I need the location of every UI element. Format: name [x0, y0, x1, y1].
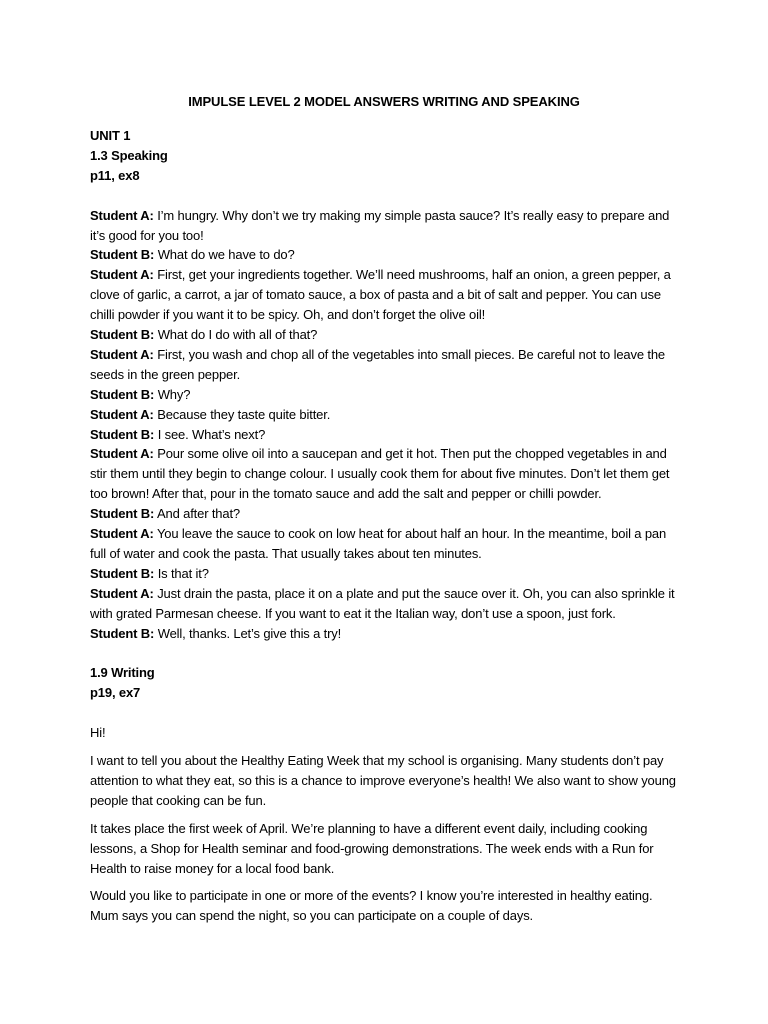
dialogue-line: [90, 425, 680, 445]
dialogue-line: [90, 624, 680, 644]
dialogue-line: [90, 564, 680, 584]
dialogue-text: Just drain the pasta, place it on a plate and put the sauce over it. Oh, you can also sprinkle it with grated Parmesan cheese. If you want to eat it the Italian way, don’t use a spoon, just fork.: [90, 585, 675, 621]
letter-greeting: Hi!: [90, 725, 106, 741]
speaker-label: Student B:: [90, 426, 155, 442]
letter-body: [90, 751, 680, 926]
document-title: IMPULSE LEVEL 2 MODEL ANSWERS WRITING AND SPEAKING: [188, 94, 580, 109]
spacer: [90, 644, 680, 664]
dialogue-text: Well, thanks. Let’s give this a try!: [157, 625, 342, 641]
dialogue-text: What do we have to do?: [157, 247, 295, 263]
speaker-label: Student B:: [90, 386, 155, 402]
speaker-label: Student B:: [90, 247, 155, 263]
dialogue-text: And after that?: [156, 506, 240, 522]
dialogue-text: I see. What’s next?: [157, 426, 266, 442]
speaker-label: Student A:: [90, 207, 154, 223]
spacer: [90, 703, 680, 723]
dialogue-line: [90, 245, 680, 265]
dialogue-line: [90, 405, 680, 425]
dialogue-line: [90, 345, 680, 385]
speaker-label: Student A:: [90, 406, 154, 422]
spacer: [90, 186, 680, 206]
speaker-label: Student A:: [90, 526, 154, 542]
dialogue-text: You leave the sauce to cook on low heat for about half an hour. In the meantime, boil a pan full of water and cook the pasta. That usually takes about ten minutes.: [90, 526, 667, 562]
speaking-exercise-ref: p11, ex8: [90, 167, 140, 183]
dialogue-text: First, you wash and chop all of the vegetables into small pieces. Be careful not to leave the seeds in the green pepper.: [90, 346, 665, 382]
speaker-label: Student B:: [90, 625, 155, 641]
dialogue-text: What do I do with all of that?: [157, 327, 318, 343]
speaker-label: Student A:: [90, 346, 154, 362]
dialogue-line: [90, 206, 680, 246]
document-body: [90, 126, 680, 934]
dialogue-text: I’m hungry. Why don’t we try making my simple pasta sauce? It’s really easy to prepare and it’s good for you too!: [90, 207, 670, 243]
dialogue-line: [90, 584, 680, 624]
letter-paragraph: Would you like to participate in one or more of the events? I know you’re interested in healthy eating. Mum says you can spend the night, so you can participate on a couple of days.: [90, 888, 653, 924]
speaking-dialogue: [90, 206, 680, 644]
writing-exercise-ref: p19, ex7: [90, 685, 141, 701]
letter-paragraph: I want to tell you about the Healthy Eating Week that my school is organising. Many students don’t pay attention to what they eat, so this is a chance to improve everyone’s health! We also want to show young people that cooking can be fun.: [90, 753, 676, 808]
dialogue-text: Is that it?: [157, 565, 209, 581]
dialogue-line: [90, 444, 680, 504]
unit-heading: UNIT 1: [90, 128, 131, 143]
speaker-label: Student B:: [90, 565, 155, 581]
letter-paragraph: It takes place the first week of April. We’re planning to have a different event daily, including cooking lessons, a Shop for Health seminar and food-growing demonstrations. The week ends with a Run for Health to raise money for a local food bank.: [90, 820, 654, 876]
writing-section-heading: 1.9 Writing: [90, 665, 155, 681]
dialogue-text: First, get your ingredients together. We’ll need mushrooms, half an onion, a green pepper, a clove of garlic, a carrot, a jar of tomato sauce, a box of pasta and a bit of salt and pepper. You can use chilli powder if you want it to be spicy. Oh, and don’t forget the olive oil!: [90, 267, 671, 323]
speaking-section-heading: 1.3 Speaking: [90, 147, 168, 163]
dialogue-line: [90, 385, 680, 405]
dialogue-text: Why?: [157, 386, 191, 402]
speaker-label: Student B:: [90, 506, 155, 522]
dialogue-line: [90, 504, 680, 524]
dialogue-text: Because they taste quite bitter.: [157, 406, 331, 422]
speaker-label: Student B:: [90, 327, 155, 343]
dialogue-line: [90, 524, 680, 564]
dialogue-text: Pour some olive oil into a saucepan and get it hot. Then put the chopped vegetables in and stir them until they begin to change colour. I usually cook them for about five minutes. Don’t let them get too brown! After that, pour in the tomato sauce and add the salt and pepper or chilli powder.: [90, 446, 670, 502]
speaker-label: Student A:: [90, 267, 154, 283]
speaker-label: Student A:: [90, 585, 154, 601]
speaker-label: Student A:: [90, 446, 154, 462]
dialogue-line: [90, 325, 680, 345]
dialogue-line: [90, 265, 680, 325]
